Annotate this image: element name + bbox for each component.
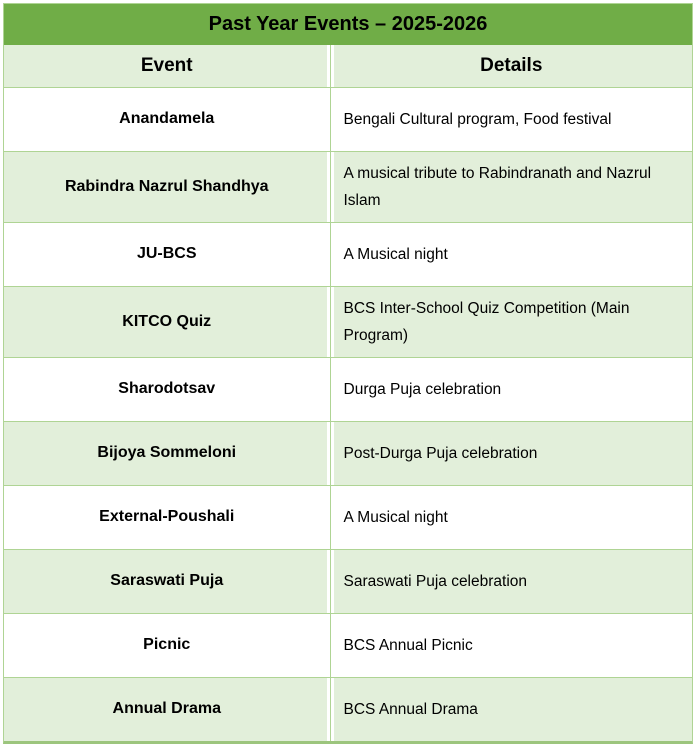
event-name-cell: JU-BCS <box>4 222 330 286</box>
event-name-cell: Saraswati Puja <box>4 549 330 613</box>
header-row <box>4 45 692 87</box>
table-row <box>4 222 692 286</box>
event-name-cell: Annual Drama <box>4 677 330 741</box>
event-details-cell: A Musical night <box>330 485 692 549</box>
table-row <box>4 357 692 421</box>
event-name-cell: Picnic <box>4 613 330 677</box>
event-details-cell: BCS Inter-School Quiz Competition (Main Program) <box>330 286 692 357</box>
event-name-cell: Bijoya Sommeloni <box>4 421 330 485</box>
table-row <box>4 151 692 222</box>
column-header-event: Event <box>4 45 330 87</box>
event-name-cell: Sharodotsav <box>4 357 330 421</box>
table-header <box>4 45 692 87</box>
event-name-cell: External-Poushali <box>4 485 330 549</box>
event-name-cell: Rabindra Nazrul Shandhya <box>4 151 330 222</box>
event-details-cell: Saraswati Puja celebration <box>330 549 692 613</box>
events-grid <box>4 45 692 741</box>
event-details-cell: BCS Annual Drama <box>330 677 692 741</box>
event-details-cell: BCS Annual Picnic <box>330 613 692 677</box>
table-row <box>4 421 692 485</box>
event-details-cell: Post-Durga Puja celebration <box>330 421 692 485</box>
table-row <box>4 677 692 741</box>
event-details-cell: Durga Puja celebration <box>330 357 692 421</box>
table-row <box>4 485 692 549</box>
event-details-cell: Bengali Cultural program, Food festival <box>330 87 692 151</box>
table-title: Past Year Events – 2025-2026 <box>4 4 692 45</box>
event-details-cell: A Musical night <box>330 222 692 286</box>
past-events-table <box>3 3 693 744</box>
event-name-cell: Anandamela <box>4 87 330 151</box>
table-row <box>4 613 692 677</box>
event-name-cell: KITCO Quiz <box>4 286 330 357</box>
column-header-details: Details <box>330 45 692 87</box>
event-details-cell: A musical tribute to Rabindranath and Nazrul Islam <box>330 151 692 222</box>
table-row <box>4 286 692 357</box>
table-row <box>4 549 692 613</box>
table-body <box>4 87 692 741</box>
table-row <box>4 87 692 151</box>
